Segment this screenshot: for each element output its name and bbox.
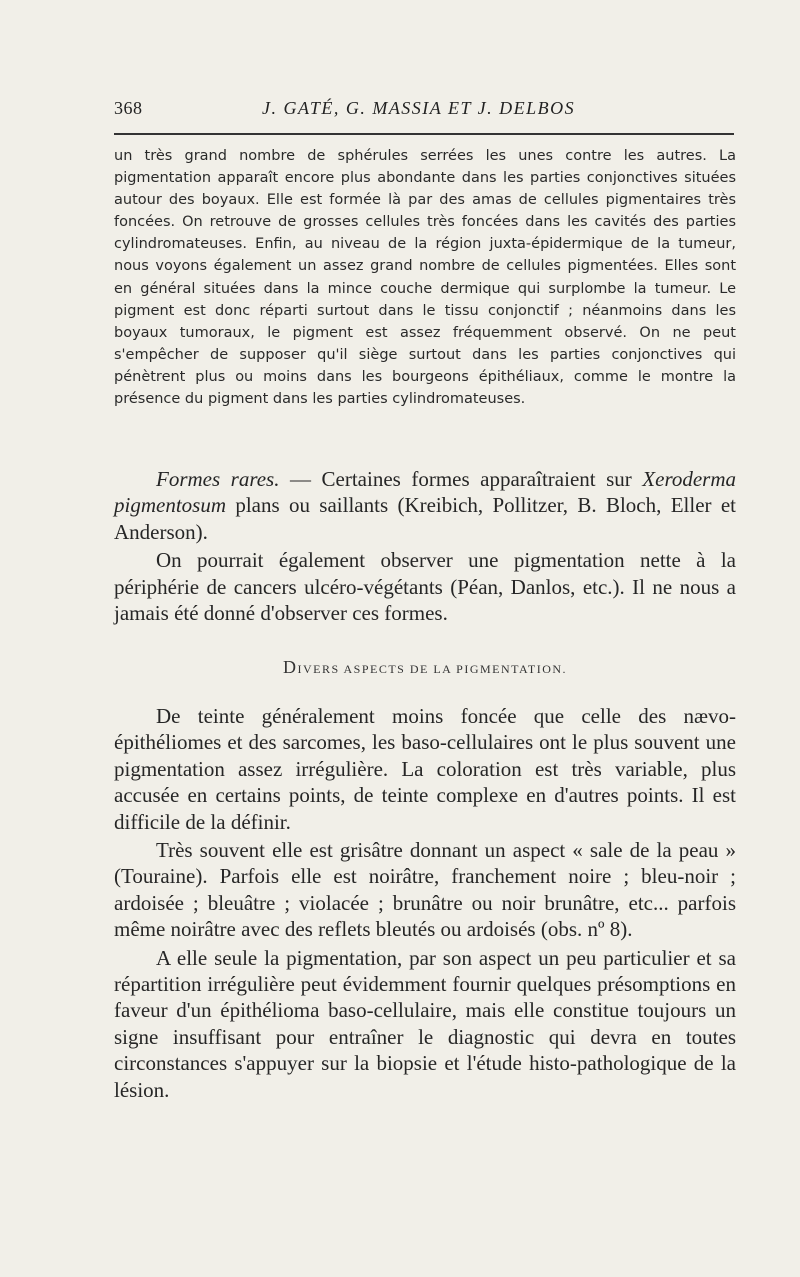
formes-rares-text-1: — Certaines formes apparaîtraient sur <box>279 467 643 491</box>
heading-rest: IVERS ASPECTS DE LA PIGMENTATION. <box>297 662 568 676</box>
xeroderma-term: Xeroderma pigmentosum <box>114 467 736 518</box>
body-text-small <box>114 145 736 410</box>
paragraph: On pourrait également observer une pigmentation nette à la périphérie de cancers ulcéro-végétants (Péan, Danlos, etc.). Il ne nous a jamais été donné d'observer ces formes. <box>114 548 736 626</box>
body-text-large <box>114 703 736 1103</box>
formes-rares-paragraph <box>114 466 736 545</box>
heading-initial: D <box>282 657 298 677</box>
paragraph: Très souvent elle est grisâtre donnant un aspect « sale de la peau » (Touraine). Parfois elle est noirâtre, franchement noire ; bleu-noir ; ardoisée ; bleuâtre ; violacée ; brunâtre ou noir brunâtre, etc... parfois même noirâtre avec des reflets bleutés ou ardoisés (obs. nº 8). <box>114 838 736 942</box>
paragraph: un très grand nombre de sphérules serrées les unes contre les autres. La pigmentation apparaît encore plus abondante dans les parties conjonctives situées autour des boyaux. Elle est formée là par des amas de cellules pigmentaires très foncées. On retrouve de grosses cellules très foncées dans les cavités des parties cylindromateuses. Enfin, au niveau de la région juxta-épidermique de la tumeur, nous voyons également un assez grand nombre de cellules pigmentées. Elles sont en général situées dans la mince couche dermique qui surplombe la tumeur. Le pigment est donc réparti surtout dans le tissu conjonctif ; néanmoins dans les boyaux tumoraux, le pigment est assez fréquemment observé. On ne peut s'empêcher de supposer qu'il siège surtout dans les parties conjonctives qui pénètrent plus ou moins dans les bourgeons épithéliaux, comme le montre la présence du pigment dans les parties cylindromateuses. <box>114 148 736 408</box>
running-head: J. GATÉ, G. MASSIA ET J. DELBOS <box>262 98 576 118</box>
page-number: 368 <box>114 98 143 118</box>
page-header <box>114 98 734 130</box>
header-rule <box>114 133 734 135</box>
paragraph: De teinte généralement moins foncée que celle des nævo-épithéliomes et des sarcomes, les baso-cellulaires ont le plus souvent une pigmentation assez irrégulière. La coloration est très variable, plus accusée en certains points, de teinte complexe en d'autres points. Il est difficile de la définir. <box>114 704 736 834</box>
formes-rares-label: Formes rares. <box>156 467 280 491</box>
formes-rares-section <box>114 466 736 626</box>
section-heading <box>114 657 736 678</box>
formes-rares-text-2: plans ou saillants (Kreibich, Pollitzer, B. Bloch, Eller et Anderson). <box>114 493 736 544</box>
paragraph: A elle seule la pigmentation, par son aspect un peu particulier et sa répartition irrégulière peut évidemment fournir quelques présomptions en faveur d'un épithélioma baso-cellulaire, mais elle constitue toujours un signe insuffisant pour entraîner le diagnostic qui devra en toutes circonstances s'appuyer sur la biopsie et l'étude histo-pathologique de la lésion. <box>114 945 736 1102</box>
